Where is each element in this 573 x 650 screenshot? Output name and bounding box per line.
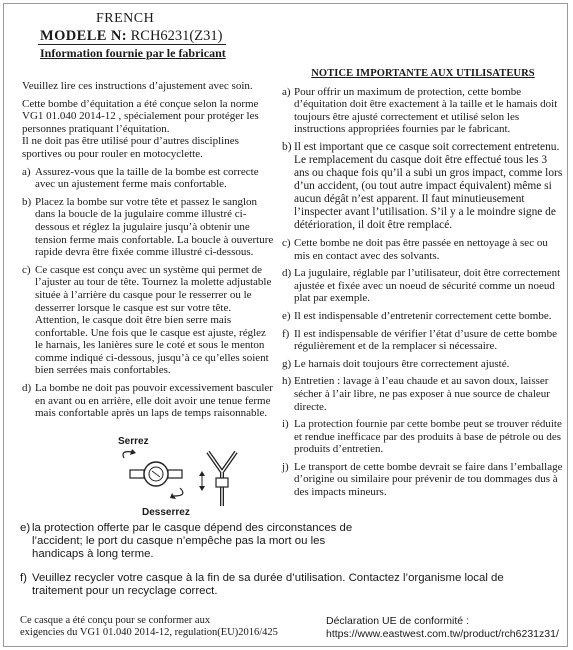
intro-paragraph: Veuillez lire ces instructions d’ajustement avec soin. xyxy=(22,80,253,92)
tighten-label: Serrez xyxy=(118,436,149,447)
item-label: f) xyxy=(282,327,290,340)
item-label: h) xyxy=(282,375,292,388)
dial-and-strap-drawing xyxy=(110,438,260,518)
item-label: j) xyxy=(282,460,289,473)
right-column xyxy=(282,68,564,504)
left-item-b xyxy=(22,196,274,259)
item-label: c) xyxy=(22,263,31,276)
right-item-g xyxy=(282,358,564,371)
conformity-line-2: exigencies du VG1 01.040 2014-12, regulation(EU)2016/425 xyxy=(20,627,278,639)
language-label: FRENCH xyxy=(96,11,155,26)
item-label: g) xyxy=(282,357,292,370)
eu-declaration-link[interactable]: https://www.eastwest.com.tw/product/rch6231z31/ xyxy=(326,628,559,640)
item-text: La jugulaire, réglable par l’utilisateur, doit être correctement ajustée et fixée avec un noeud de sécurité comme un noeud plat par exemple. xyxy=(294,267,561,305)
model-label: MODELE N: xyxy=(40,28,127,44)
item-label: f) xyxy=(20,572,27,584)
right-item-i xyxy=(282,418,564,456)
model-number: RCH6231(Z31) xyxy=(130,28,223,44)
notice-title: NOTICE IMPORTANTE AUX UTILISATEURS xyxy=(311,68,535,79)
left-item-c xyxy=(22,264,274,377)
loosen-label: Desserrez xyxy=(142,507,190,518)
item-text: Le harnais doit toujours être correctement ajusté. xyxy=(294,357,510,370)
right-item-d xyxy=(282,267,564,305)
right-item-h xyxy=(282,375,564,413)
item-text: Le transport de cette bombe devrait se faire dans l’emballage d’origine ou similaire pour prévenir de tou dommages dus à des impacts mineurs. xyxy=(294,460,563,499)
manufacturer-info-label: Information fournie par le fabricant xyxy=(40,46,226,60)
conformity-note xyxy=(20,615,278,640)
item-text: Entretien : lavage à l’eau chaude et au savon doux, laisser sécher à l’air libre, ne pas exposer à nue source de chaleur directe. xyxy=(294,375,550,413)
item-label: d) xyxy=(22,382,32,395)
item-text: la protection offerte par le casque dépend des circonstances de l’accident; le port du casque n’empêche pas la mort ou les handicaps à long terme. xyxy=(32,522,353,561)
bottom-item-f xyxy=(20,572,540,603)
right-item-j xyxy=(282,461,564,499)
header-rule xyxy=(38,44,226,45)
item-label: e) xyxy=(282,309,291,322)
item-label: a) xyxy=(282,85,291,98)
item-text: Cette bombe ne doit pas être passée en nettoyage à sec ou mis en contact avec des solvants. xyxy=(294,236,548,262)
item-label: a) xyxy=(22,165,31,178)
item-text: La protection fournie par cette bombe peut se trouver réduite et rendue inefficace par des produits à base de pétrole ou des produits d’entretien. xyxy=(294,418,562,456)
standard-paragraph: Cette bombe d’équitation a été conçue selon la norme VG1 01.040 2014-12 , spécialement pour protéger les personnes pratiquant l’équitation. xyxy=(22,97,259,135)
item-text: Placez la bombe sur votre tête et passez le sanglon dans la boucle de la jugulaire comme illustré ci-dessous et réglez la jugulaire jusqu’à obtenir une tension ferme mais confortable. La boucle à ouverture rapide devra être fixée comme illustré ci-dessous. xyxy=(35,195,274,259)
left-item-a xyxy=(22,166,274,191)
item-label: c) xyxy=(282,236,291,249)
eu-declaration-label: Déclaration UE de conformité : xyxy=(326,615,469,627)
right-item-e xyxy=(282,310,564,323)
item-text: Pour offrir un maximum de protection, cette bombe d’équitation doit être exactement à la taille et le hamais doit toujours être ajusté correctement et utilisé selon les instructions appropriées fournies par le fabricant. xyxy=(294,85,558,136)
right-item-a xyxy=(282,86,564,136)
item-label: d) xyxy=(282,267,292,280)
item-label: i) xyxy=(282,418,289,431)
item-label: b) xyxy=(22,195,32,208)
item-label: b) xyxy=(282,140,292,153)
item-text: Ce casque est conçu avec un système qui permet de l’ajuster au tour de tête. Tournez la molette adjustable située à l’arrière du casque pour le resserrer ou le desserrer lorsque le casque est sur votre tête. Attention, le casque doit être bien serre mais confortable. Une fois que le casque est ajuste, réglez le harnais, les lanières sure le coté et sous le menton comme indiqué ci-dessous, jusqu’à ce qu’elles soient bien serrées mais confortables. xyxy=(35,263,272,377)
usage-paragraph: Il ne doit pas être utilisé pour d’autres disciplines sportives ou pour rouler en motocyclette. xyxy=(22,135,239,160)
item-label: e) xyxy=(20,522,31,534)
adjustment-illustration xyxy=(110,438,260,518)
right-item-c xyxy=(282,237,564,262)
bottom-item-e xyxy=(20,522,360,567)
left-item-d xyxy=(22,382,274,420)
right-item-f xyxy=(282,328,564,353)
model-heading xyxy=(40,28,222,45)
item-text: Il est important que ce casque soit correctement entretenu. Le remplacement du casque doit être effectué tous les 3 ans ou chaque fois qu’il a subi un gros impact, comme lors d’un accident, (ou tout autre impact équivalent) même si aucun dégât n’est apparent. Il faut minutieusement l’inspecter avant l’utilisation. S’il y a le moindre signe de détérioration, il doit être remplacé. xyxy=(294,140,563,231)
item-text: Il est indispensable de vérifier l’état d’usure de cette bombe régulièrement et de la remplacer si nécessaire. xyxy=(294,327,557,353)
conformity-line-1: Ce casque a été conçu pour se conformer aux xyxy=(20,615,211,626)
item-text: Assurez-vous que la taille de la bombe est correcte avec un ajustement ferme mais confortable. xyxy=(35,165,259,191)
item-text: La bombe ne doit pas pouvoir excessivement basculer en avant ou en arrière, elle doit avoir une tenue ferme mais confortable après un laps de temps raisonnable. xyxy=(35,382,273,420)
left-column xyxy=(22,80,274,425)
item-text: Il est indispensable d’entretenir correctement cette bombe. xyxy=(294,309,552,322)
right-item-b xyxy=(282,141,564,232)
eu-declaration xyxy=(326,615,559,641)
item-text: Veuillez recycler votre casque à la fin de sa durée d’utilisation. Contactez l’organisme local de traitement pour un recyclage correct. xyxy=(32,572,504,598)
